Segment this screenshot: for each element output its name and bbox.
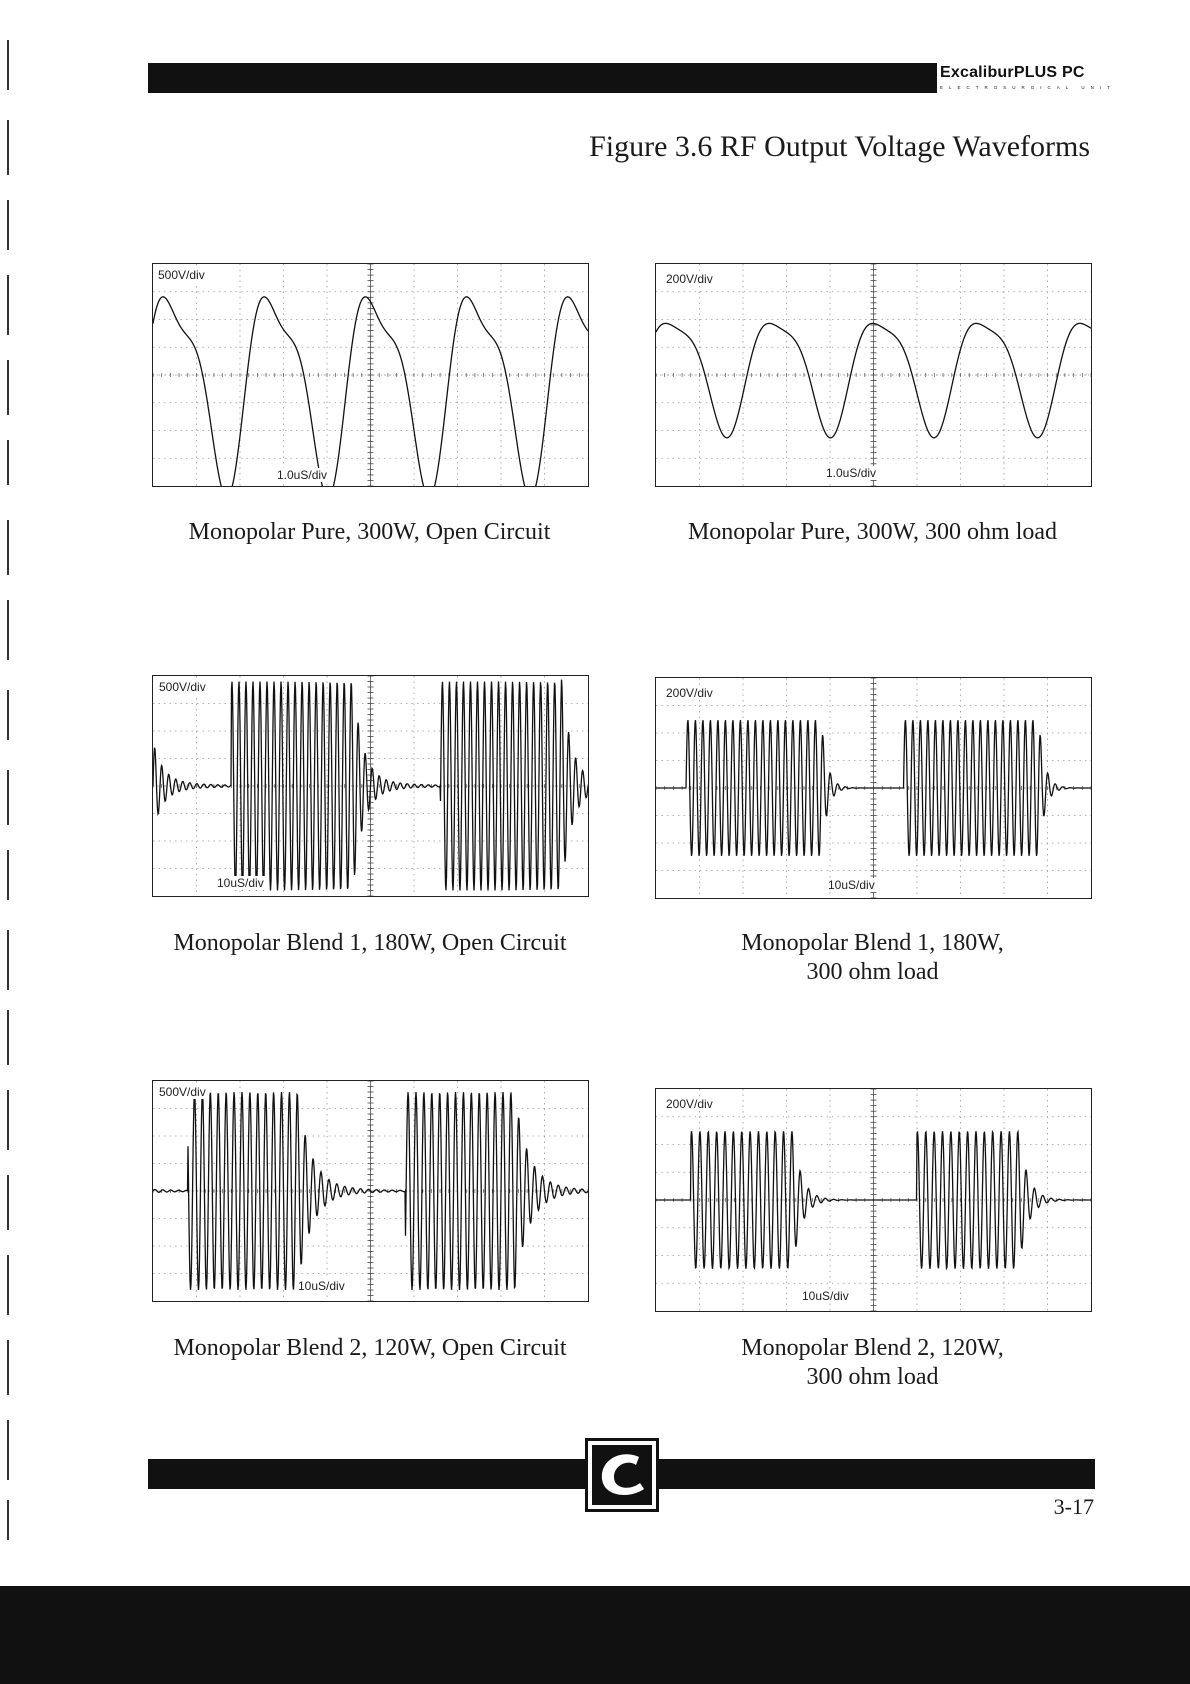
scope-pure-load [655,263,1092,487]
time-scale-label: 10uS/div [828,878,875,892]
page-number: 3-17 [1053,1494,1094,1519]
company-logo [585,1438,659,1512]
voltage-scale-label: 200V/div [666,1097,713,1111]
logo-c-icon [592,1445,652,1505]
scan-bottom-band [0,1586,1190,1684]
binding-mark [7,1255,9,1315]
caption-pure-load [655,518,1090,547]
binding-mark [7,440,9,485]
binding-mark [7,930,9,990]
scope-screen [656,678,1091,898]
caption-line: Monopolar Pure, 300W, Open Circuit [188,519,551,545]
binding-mark [7,1340,9,1395]
binding-mark [7,1090,9,1150]
caption-line: Monopolar Blend 1, 180W, Open Circuit [173,930,567,956]
caption-line: 300 ohm load [806,1364,939,1390]
caption-blend1-load [655,929,1090,987]
binding-mark [7,1420,9,1480]
caption-blend2-open [140,1334,600,1363]
brand-subtitle: ELECTROSURGICAL UNIT [940,85,1116,90]
binding-mark [7,1175,9,1230]
binding-mark [7,770,9,825]
scope-screen [656,1089,1091,1311]
brand-logo: ExcaliburPLUS PC [940,64,1085,81]
caption-line: Monopolar Pure, 300W, 300 ohm load [687,519,1058,545]
voltage-scale-label: 500V/div [158,268,205,282]
voltage-scale-label: 200V/div [666,686,713,700]
binding-mark [7,1010,9,1065]
binding-mark [7,600,9,660]
figure-title: Figure 3.6 RF Output Voltage Waveforms [589,130,1090,163]
time-scale-label: 1.0uS/div [277,468,328,482]
binding-mark [7,850,9,900]
scope-screen [153,264,588,486]
binding-mark [7,360,9,415]
binding-mark [7,40,9,90]
scope-blend2-load [655,1088,1092,1312]
scope-screen [656,264,1091,486]
caption-line: Monopolar Blend 1, 180W, [741,930,1004,956]
caption-line: 300 ohm load [806,959,939,985]
caption-line: Monopolar Blend 2, 120W, Open Circuit [173,1335,567,1361]
time-scale-label: 10uS/div [217,876,264,890]
caption-line: Monopolar Blend 2, 120W, [741,1335,1004,1361]
time-scale-label: 10uS/div [802,1289,849,1303]
binding-mark [7,120,9,175]
binding-mark [7,1500,9,1540]
time-scale-label: 1.0uS/div [826,466,877,480]
scope-pure-open [152,263,589,487]
scope-blend1-load [655,677,1092,899]
binding-mark [7,275,9,335]
binding-mark [7,200,9,250]
voltage-scale-label: 500V/div [159,1085,206,1099]
scope-screen [153,1081,588,1301]
scope-blend2-open [152,1080,589,1302]
binding-mark [7,520,9,575]
caption-pure-open [152,518,587,547]
caption-blend2-load [655,1334,1090,1392]
scope-blend1-open [152,675,589,897]
binding-mark [7,690,9,740]
scope-screen [153,676,588,896]
time-scale-label: 10uS/div [298,1279,345,1293]
logo-mark [592,1445,652,1505]
voltage-scale-label: 200V/div [666,272,713,286]
caption-blend1-open [140,929,600,958]
voltage-scale-label: 500V/div [159,680,206,694]
